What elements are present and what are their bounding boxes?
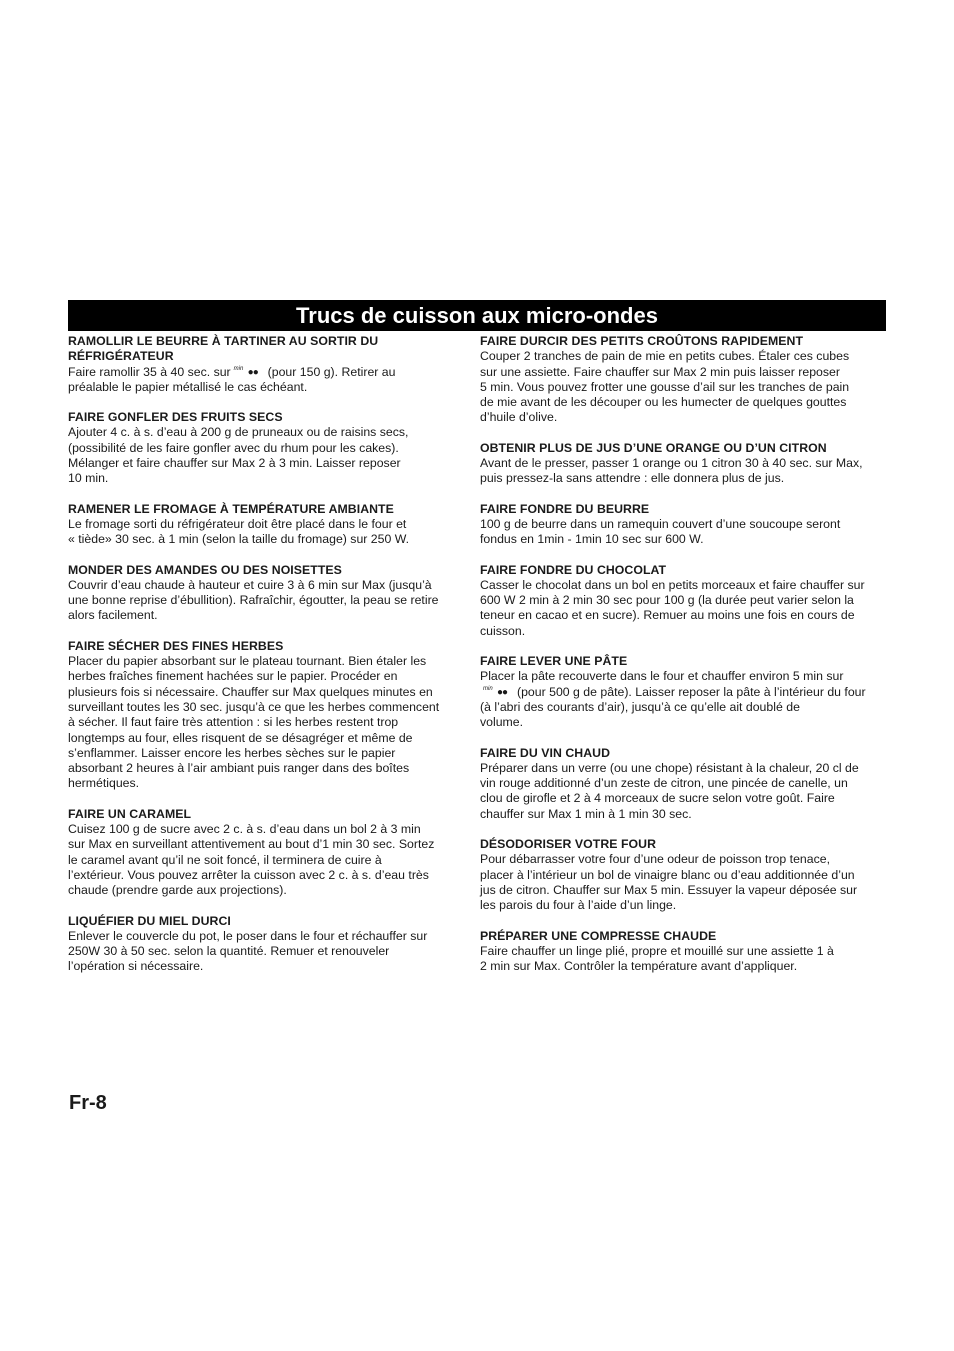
tip-heading-line: PRÉPARER UNE COMPRESSE CHAUDE (480, 928, 717, 943)
tip-body-line: l’opération si nécessaire. (68, 959, 204, 974)
tip-body-line: longtemps au four, elles risquent de se désagréger et même de (68, 730, 413, 745)
tip-section (480, 563, 888, 639)
tip-heading (480, 929, 888, 944)
tip-body-line: surveillant toutes les 30 sec. jusqu’à ce que les herbes commencent (68, 699, 440, 714)
tip-section (480, 502, 888, 548)
tip-heading-line: FAIRE DURCIR DES PETITS CROÛTONS RAPIDEMENT (480, 334, 804, 348)
tip-body (480, 578, 888, 639)
tip-body-line: Préparer dans un verre (ou une chope) résistant à la chaleur, 20 cl de (480, 760, 859, 775)
tip-body (68, 517, 462, 548)
tip-body-line: vin rouge additionné d’un zeste de citron, une pincée de canelle, un (480, 776, 848, 791)
min-defrost-icon: min ●● (233, 365, 258, 378)
tip-body (480, 761, 888, 822)
tip-heading-line: RAMENER LE FROMAGE À TEMPÉRATURE AMBIANTE (68, 501, 394, 516)
tip-body (68, 929, 462, 975)
tip-section (480, 334, 888, 426)
tip-body-line: s’enflammer. Laisser encore les herbes sèches sur le papier (68, 745, 396, 760)
tip-section (480, 746, 888, 822)
tip-body-line: Avant de le presser, passer 1 orange ou 1 citron 30 à 40 sec. sur Max, (480, 456, 863, 471)
tip-body (68, 578, 462, 624)
tip-body-line: Mélanger et faire chauffer sur Max 2 à 3 min. Laisser reposer (68, 456, 401, 471)
right-column (480, 334, 888, 989)
tip-section (480, 654, 888, 730)
tip-body-line: herbes fraîches finement hachées sur le papier. Procéder en (68, 669, 398, 684)
tip-body-line: 100 g de beurre dans un ramequin couvert d’une soucoupe seront (480, 516, 841, 531)
tip-heading-line: FAIRE FONDRE DU CHOCOLAT (480, 562, 667, 577)
tip-body (68, 365, 462, 396)
tip-section (68, 334, 462, 395)
tip-section (68, 807, 462, 899)
tip-body (68, 654, 462, 792)
tip-heading (480, 441, 888, 456)
tip-body-line: sur Max en surveillant attentivement au bout d’1 min 30 sec. Sortez (68, 837, 435, 852)
tip-body-line: Casser le chocolat dans un bol en petits morceaux et faire chauffer sur (480, 577, 865, 592)
tip-heading-line: FAIRE FONDRE DU BEURRE (480, 501, 650, 516)
tip-body-line: Pour débarrasser votre four d’une odeur de poisson trop tenace, (480, 852, 830, 867)
tip-heading-line: RÉFRIGÉRATEUR (68, 349, 174, 364)
tip-body-line: Ajouter 4 c. à s. d’eau à 200 g de pruneaux ou de raisins secs, (68, 425, 409, 440)
tip-heading (68, 639, 462, 654)
tip-body-line: teneur en cacao et en sucre). Remuer au moins une fois en cours de (480, 608, 855, 623)
tip-body-line: chaude (prendre garde aux projections). (68, 883, 287, 898)
tip-body-line: plusieurs fois si nécessaire. Chauffer sur Max quelques minutes en (68, 684, 433, 699)
tip-body-line: 5 min. Vous pouvez frotter une gousse d’ail sur les tranches de pain (480, 379, 850, 394)
tip-heading-line: DÉSODORISER VOTRE FOUR (480, 837, 657, 852)
tip-text: Faire ramollir 35 à 40 sec. sur (68, 364, 231, 379)
tip-body-line: jus de citron. Chauffer sur Max 5 min. Essuyer la vapeur déposée sur (480, 882, 858, 897)
tip-body-line: les parois du four à l’aide d’un linge. (480, 898, 677, 913)
page-title: Trucs de cuisson aux micro-ondes (296, 303, 658, 328)
tip-body-line: (à l’abri des courants d’air), jusqu’à ce qu’elle ait doublé de (480, 699, 800, 714)
tip-section (480, 929, 888, 975)
tip-heading (68, 410, 462, 425)
tip-heading (480, 654, 888, 669)
tip-body-line: Couvrir d’eau chaude à hauteur et cuire 3 à 6 min sur Max (jusqu’à (68, 577, 432, 592)
tip-section (68, 639, 462, 792)
tip-heading-line: FAIRE GONFLER DES FRUITS SECS (68, 410, 283, 425)
tip-body-line: 2 min sur Max. Contrôler la température avant d’appliquer. (480, 959, 798, 974)
tip-heading (68, 334, 462, 365)
tip-text: (pour 150 g). Retirer au (267, 364, 396, 379)
tip-body-line: hermétiques. (68, 776, 140, 791)
tip-heading-line: FAIRE LEVER UNE PÂTE (480, 654, 628, 669)
tip-body-line: « tiède» 30 sec. à 1 min (selon la taille du fromage) sur 250 W. (68, 532, 410, 547)
tip-body (480, 517, 888, 548)
tip-body (480, 349, 888, 425)
tip-body-line: 600 W 2 min à 2 min 30 sec pour 100 g (la durée peut varier selon la (480, 593, 854, 608)
tip-section (480, 837, 888, 913)
tip-body-line: préalable le papier métallisé le cas échéant. (68, 379, 308, 394)
tip-body-line: de mie avant de les découper ou les humecter de quelques gouttes (480, 395, 847, 410)
tip-section (68, 914, 462, 975)
tip-body-line: Enlever le couvercle du pot, le poser dans le four et réchauffer sur (68, 928, 428, 943)
tip-heading-line: OBTENIR PLUS DE JUS D’UNE ORANGE OU D’UN CITRON (480, 440, 827, 455)
page-number: Fr-8 (69, 1092, 107, 1114)
tip-body-line: à sécher. Il faut faire très attention : si les herbes restent trop (68, 715, 399, 730)
tip-body-line: le caramel avant qu’il ne soit foncé, il terminera de cuire à (68, 852, 382, 867)
tip-text: (pour 500 g de pâte). Laisser reposer la pâte à l’intérieur du four (517, 684, 866, 699)
tip-body-line: chauffer sur Max 1 min à 1 min 30 sec. (480, 806, 692, 821)
tip-heading (68, 914, 462, 929)
min-defrost-icon: min ●● (483, 685, 508, 698)
left-column (68, 334, 462, 990)
tip-body-line: une bonne reprise d’ébullition). Rafraîchir, égoutter, la peau se retire (68, 593, 439, 608)
tip-heading-line: FAIRE UN CARAMEL (68, 806, 192, 821)
tip-body-line: Placer la pâte recouverte dans le four et chauffer environ 5 min sur (480, 669, 844, 684)
title-bar (68, 300, 886, 331)
tip-body-line: cuisson. (480, 623, 526, 638)
tip-heading (480, 746, 888, 761)
tip-body-line: Faire chauffer un linge plié, propre et mouillé sur une assiette 1 à (480, 943, 834, 958)
tip-body-line: Couper 2 tranches de pain de mie en petits cubes. Étaler ces cubes (480, 349, 850, 364)
tip-body-line: fondus en 1min - 1min 10 sec sur 600 W. (480, 532, 704, 547)
tip-section (68, 410, 462, 486)
tip-body-line: Placer du papier absorbant sur le plateau tournant. Bien étaler les (68, 654, 427, 669)
tip-heading-line: MONDER DES AMANDES OU DES NOISETTES (68, 562, 342, 577)
tip-body (480, 669, 888, 730)
tip-body (480, 852, 888, 913)
tip-heading (480, 502, 888, 517)
tip-body-line: volume. (480, 715, 524, 730)
tip-body (68, 822, 462, 898)
tip-body-line: (possibilité de les faire gonfler avec du rhum pour les cakes). (68, 440, 399, 455)
tip-heading-line: LIQUÉFIER DU MIEL DURCI (68, 913, 231, 928)
tip-heading-line: RAMOLLIR LE BEURRE À TARTINER AU SORTIR DU (68, 334, 379, 348)
tip-body (68, 425, 462, 486)
tip-body-line (480, 685, 888, 700)
tip-heading (68, 563, 462, 578)
tip-body-line: absorbant 2 heures à l’air ambiant puis ranger dans des boîtes (68, 761, 410, 776)
tip-body-line: clou de girofle et 2 à 4 morceaux de sucre selon votre goût. Faire (480, 791, 835, 806)
tip-body-line (68, 365, 462, 380)
tip-body-line: Le fromage sorti du réfrigérateur doit être placé dans le four et (68, 516, 407, 531)
tip-body (480, 456, 888, 487)
tip-heading (68, 807, 462, 822)
tip-body-line: 10 min. (68, 471, 109, 486)
tip-body-line: puis pressez-la sans attendre : elle donnera plus de jus. (480, 471, 785, 486)
tip-section (480, 441, 888, 487)
tip-body-line: Cuisez 100 g de sucre avec 2 c. à s. d’eau dans un bol 2 à 3 min (68, 822, 421, 837)
tip-body (480, 944, 888, 975)
tip-heading-line: FAIRE SÉCHER DES FINES HERBES (68, 638, 284, 653)
tip-section (68, 563, 462, 624)
tip-body-line: l’extérieur. Vous pouvez arrêter la cuisson avec 2 c. à s. d’eau très (68, 867, 429, 882)
tip-heading (480, 563, 888, 578)
tip-heading (68, 502, 462, 517)
tip-body-line: 250W 30 à 50 sec. selon la quantité. Remuer et renouveler (68, 944, 390, 959)
tip-heading-line: FAIRE DU VIN CHAUD (480, 745, 611, 760)
tip-section (68, 502, 462, 548)
tip-body-line: alors facilement. (68, 608, 158, 623)
tip-body-line: placer à l’intérieur un bol de vinaigre blanc ou d’eau additionnée d’un (480, 867, 855, 882)
tip-body-line: sur une assiette. Faire chauffer sur Max 2 min puis laisser reposer (480, 364, 840, 379)
tip-heading (480, 837, 888, 852)
tip-body-line: d’huile d’olive. (480, 410, 558, 425)
tip-heading (480, 334, 888, 349)
